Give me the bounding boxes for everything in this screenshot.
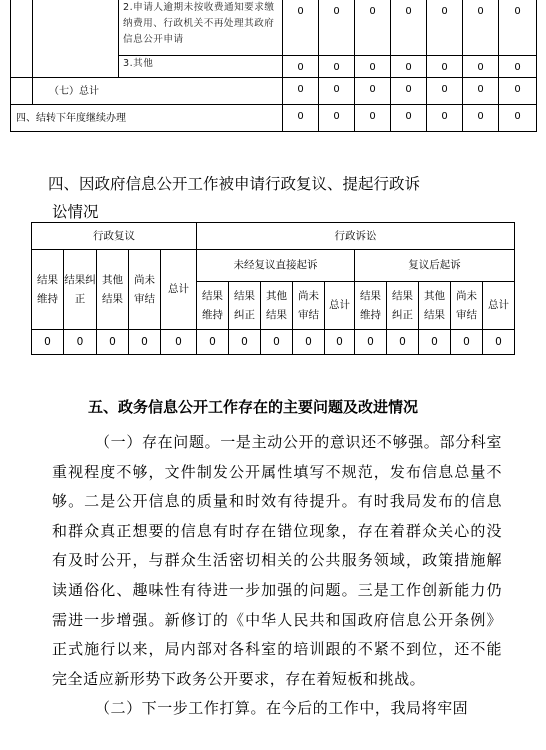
paragraph-next-steps: （二）下一步工作打算。在今后的工作中，我局将牢固 (95, 699, 469, 718)
disposal-table (10, 0, 537, 132)
paragraph-problems: （一）存在问题。一是主动公开的意识还不够强。部分科室重视程度不够，文件制发公开属性填写不规范，发布信息总量不够。二是公开信息的质量和时效有待提升。有时我局发布的信息和群众真正想要的信息有时存在错位现象，存在着群众关心的没有及时公开，与群众生活密切相关的公共服务领域，政策措施解读通俗化、趣味性有待进一步加强的问题。三是工作创新能力仍需进一步增强。新修订的《中华人民共和国政府信息公开条例》正式施行以来，局内部对各科室的培训跟的不紧不到位，还不能完全适应新形势下政务公开要求，存在着短板和挑战。 (52, 433, 502, 688)
section5-body (52, 428, 502, 724)
review-litigation-table: 行政复议 行政诉讼 结果维持 结果纠正 其他结果 尚未审结 总计 未经复议直接起诉 复议后起诉 结果维持 结果纠正 其他结果 尚未审结 总计 结果维持 结果纠正 其他结果 尚未审结 总计 0 0 0 0 0 0 0 0 0 0 0 0 0 0 0 (31, 222, 515, 355)
row-label: 2.申请人逾期未按收费通知要求缴纳费用、行政机关不再处理其政府信息公开申请 (119, 0, 283, 56)
table-row: 0 0 0 0 0 0 0 0 0 0 0 0 0 0 0 (32, 330, 515, 355)
section4-heading-line1: 四、因政府信息公开工作被申请行政复议、提起行政诉 (48, 175, 421, 193)
table-row: 3.其他 0 0 0 0 0 0 0 (11, 56, 537, 78)
table-row: 2.申请人逾期未按收费通知要求缴纳费用、行政机关不再处理其政府信息公开申请 0 0 0 0 0 0 0 (11, 0, 537, 56)
header-after: 复议后起诉 (355, 250, 515, 282)
section5-heading: 五、政务信息公开工作存在的主要问题及改进情况 (88, 398, 419, 416)
carry-row: 四、结转下年度继续办理 0 0 0 0 0 0 0 (11, 105, 537, 132)
total-row: （七）总计 0 0 0 0 0 0 0 (11, 78, 537, 105)
section4-heading-line2: 讼情况 (52, 203, 99, 221)
total-label: （七）总计 (33, 78, 283, 105)
row-label: 3.其他 (119, 56, 283, 78)
header-direct: 未经复议直接起诉 (197, 250, 355, 282)
header-review: 行政复议 (32, 223, 197, 250)
header-litigation: 行政诉讼 (197, 223, 515, 250)
carry-label: 四、结转下年度继续办理 (11, 105, 283, 132)
